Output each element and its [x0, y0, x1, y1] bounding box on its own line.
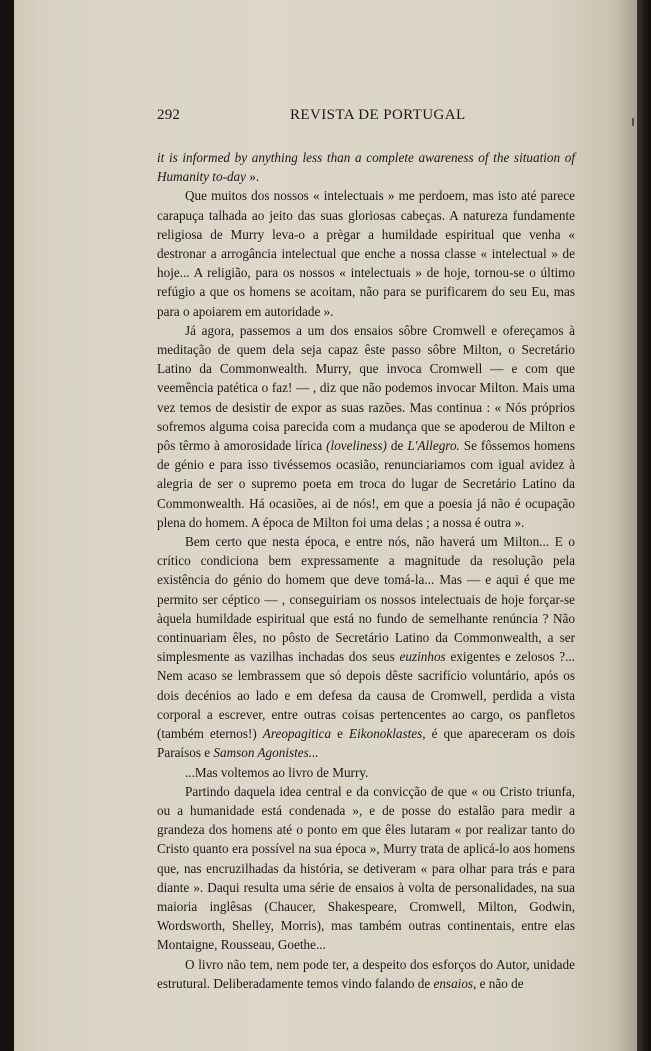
paragraph-1 — [157, 148, 575, 186]
text-run: Se fôssemos homens de génio e para isso tivéssemos ocasião, renunciariamos com igual avidez à alegria de ser o supremo poeta em troca do lugar de Secretário Latino da Commonwealth. Há ocasiões, ai de nós!, em que a poesia já não é ocupação plena do homem. A época de Milton foi uma delas ; a nossa é outra ». — [157, 438, 575, 530]
paragraph-5: ...Mas voltemos ao livro de Murry. — [185, 764, 369, 780]
paragraph-2: Que muitos dos nossos « intelectuais » me perdoem, mas isto até parece carapuça talhada ao jeito das suas gloriosas cabeças. A natureza fundamente religiosa de Murry leva-o a prègar a humildade espiritual que venha « destronar a arrogância intelectual que enche a nossa classe « intelectual » de hoje... A religião, para os nossos « intelectuais » de hoje, tornou-se o último refúgio a que os homens se acoitam, não para se purificarem do seu Eu, mas para o apoiarem em autoridade ». — [157, 188, 575, 319]
body-text — [157, 148, 575, 993]
italic-title: Eikonoklastes, — [349, 726, 426, 742]
text-run: Já agora, passemos a um dos ensaios sôbre Cromwell e ofereçamos à meditação de quem dela seja capaz êste passo sôbre Milton, o Secretário Latino da Commonwealth. Murry, que invoca Cromwell — e com que veemência patética o faz! — , diz que não podemos invocar Milton. Mais uma vez temos de desistir de expor as suas razões. Mas continua : « Nós próprios sofremos alguma coisa parecida com a mudança que se apoderou de Milton e pôs têrmo à amorosidade lírica — [157, 322, 575, 454]
italic-term: euzinhos — [399, 649, 446, 665]
text-run: é que apareceram os dois Paraísos e — [157, 726, 575, 761]
text-run: exigentes e zelosos ?... Nem acaso se lembrassem que só depois dêste sacrifício voluntário, após os dois decénios ao lado e em defesa da causa de Cromwell, perdida a vista corporal a escrever, entre outras coisas pertencentes ao cargo, os panfletos (também eternos!) — [157, 649, 575, 742]
binding-shadow — [637, 0, 651, 1051]
margin-mark — [632, 118, 634, 126]
text-run: e não de — [476, 975, 524, 991]
paragraph-3 — [157, 321, 575, 532]
running-header — [157, 107, 575, 127]
text-run: Bem certo que nesta época, e entre nós, não haverá um Milton... E o crítico condiciona bem expressamente a magnitude da resolução pela existência do génio do homem que deve tomá-la... Mas — e aqui é que me permito ser céptico — , conseguiriam os nossos intelectuais de hoje forçar-se àquela humildade espiritual que está no fundo de semelhante renúncia ? Não continuariam êles, no pôsto de Secretário Latino da Commonwealth, a ser simplesmente as vazilhas inchadas dos seus — [157, 534, 575, 665]
paragraph-7 — [157, 955, 575, 993]
italic-title: Samson Agonistes... — [213, 745, 319, 761]
paragraph-4 — [157, 532, 575, 762]
text-run: O livro não tem, nem pode ter, a despeito dos esforços do Autor, unidade estrutural. Deliberadamente temos vindo falando de — [157, 956, 575, 991]
text-run: de — [386, 438, 408, 454]
italic-term: (loveliness) — [326, 438, 387, 454]
english-quote: it is informed by anything less than a complete awareness of the situation of Humanity to-day — [157, 150, 575, 185]
italic-term: ensaios, — [433, 975, 477, 991]
italic-title: L'Allegro. — [407, 438, 460, 454]
page-number: 292 — [157, 107, 181, 123]
paragraph-6: Partindo daquela idea central e da convicção de que « ou Cristo triunfa, ou a humanidade está condenada », e de posse do estalão para medir a grandeza dos homens até o ponto em que êles lutaram « por realizar tanto do Cristo quanto era possível na sua época », Murry trata de aplicá-lo aos homens que, nas encruzilhadas da história, se detiveram « para olhar para trás e para diante ». Daqui resulta uma série de ensaios à volta de personalidades, na sua maioria inglêsas (Chaucer, Shakespeare, Cromwell, Milton, Godwin, Wordsworth, Shelley, Morris), mas também outras continentais, entre elas Montaigne, Rousseau, Goethe... — [157, 783, 575, 953]
text-run: e — [331, 726, 350, 742]
quote-close: ». — [246, 169, 260, 185]
running-title: REVISTA DE PORTUGAL — [290, 107, 466, 123]
italic-title: Areopagitica — [262, 726, 332, 742]
